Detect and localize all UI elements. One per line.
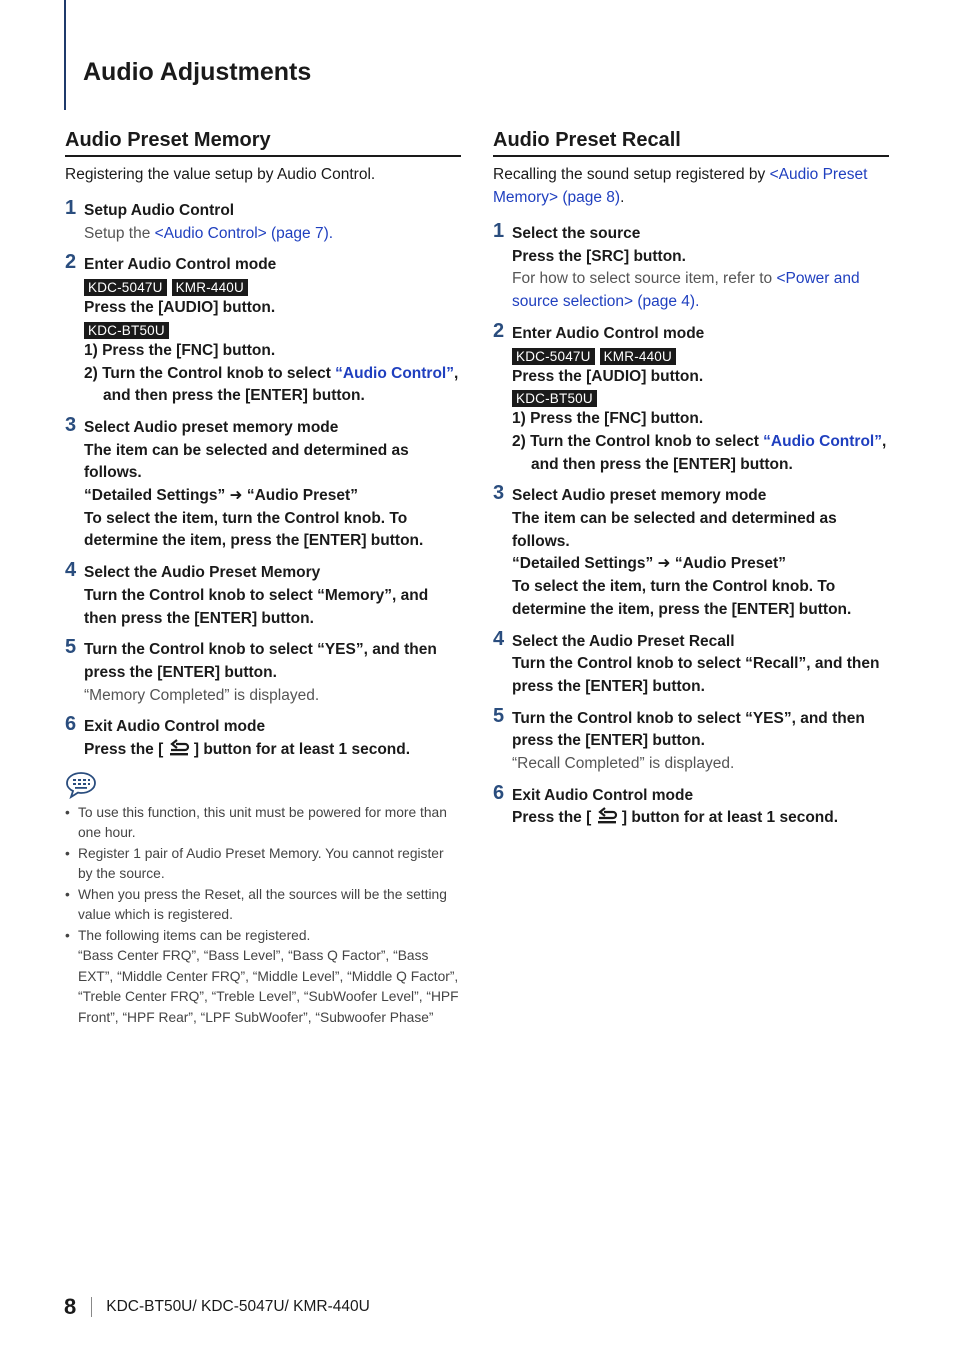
step-result: “Memory Completed” is displayed. (84, 686, 320, 704)
note-item: • Register 1 pair of Audio Preset Memory. You cannot register by the source. (65, 844, 461, 885)
step-number: 2 (493, 319, 505, 342)
step-text (84, 223, 461, 246)
step-2 (493, 319, 889, 477)
step-number: 4 (493, 627, 505, 650)
page-link[interactable]: <Audio Preset Memory> (page 8) (493, 166, 868, 206)
step-number: 3 (65, 413, 77, 436)
step-number: 3 (493, 482, 505, 505)
model-badge: KDC-BT50U (512, 390, 597, 407)
step-line: “Detailed Settings” ➜ “Audio Preset” (512, 555, 786, 573)
section-title: Audio Preset Recall (493, 127, 889, 157)
text: 2) Turn the Control knob to select (512, 432, 764, 450)
page-number: 8 (64, 1294, 77, 1319)
step-5 (65, 636, 461, 707)
step-line: Turn the Control knob to select “Recall”, and then press the [ENTER] button. (512, 655, 880, 695)
step-line: Press the [AUDIO] button. (84, 299, 276, 317)
step-number: 6 (65, 713, 77, 736)
text: Press the [ (84, 741, 168, 759)
step-line: Turn the Control knob to select “Memory”, and then press the [ENTER] button. (84, 586, 429, 627)
text: Recalling the sound setup registered by (493, 166, 770, 183)
audio-preset-memory-section (65, 127, 461, 1028)
step-number: 1 (493, 220, 505, 242)
step-3 (493, 482, 889, 621)
text: Press the [ (512, 809, 596, 827)
model-badge: KMR-440U (600, 348, 676, 365)
step-title: Select Audio preset memory mode (84, 418, 339, 436)
page-link[interactable]: <Power and source selection> (page 4). (512, 270, 860, 311)
step-1 (65, 197, 461, 245)
note-item: • When you press the Reset, all the sources will be the setting value which is registered. (65, 885, 461, 926)
step-line (512, 807, 889, 830)
step-line: Press the [SRC] button. (512, 247, 686, 265)
step-title: Enter Audio Control mode (512, 324, 705, 342)
model-badges (512, 390, 889, 407)
section-intro: Registering the value setup by Audio Control. (65, 166, 376, 183)
page-title: Audio Adjustments (83, 58, 312, 86)
model-badges (84, 279, 461, 296)
registered-items: “Bass Center FRQ”, “Bass Level”, “Bass Q Factor”, “Bass EXT”, “Middle Center FRQ”, “Middle Level”, “Middle Q Factor”, “Treble Center FRQ”, “Treble Level”, “SubWoofer Level”, “HPF Front”, “HPF Rear”, “LPF SubWoofer”, “Subwoofer Phase” (78, 948, 459, 1025)
step-line: The item can be selected and determined as follows. (84, 441, 409, 482)
step-title: Select the Audio Preset Memory (84, 564, 321, 582)
substep (512, 431, 889, 476)
step-6 (493, 781, 889, 830)
step-1 (493, 220, 889, 314)
footer-divider (91, 1297, 92, 1317)
note-item: • To use this function, this unit must be powered for more than one hour. (65, 803, 461, 844)
model-badge: KDC-5047U (512, 348, 595, 365)
step-line: To select the item, turn the Control knob. To determine the item, press the [ENTER] button. (512, 578, 852, 618)
footer-models: KDC-BT50U/ KDC-5047U/ KMR-440U (106, 1298, 370, 1315)
step-4 (493, 627, 889, 699)
model-badges (84, 322, 461, 339)
step-4 (65, 559, 461, 630)
text: The following items can be registered. (78, 927, 311, 943)
step-line (84, 739, 461, 762)
step-title: Turn the Control knob to select “YES”, and then press the [ENTER] button. (512, 709, 865, 750)
notes-list (65, 803, 461, 1029)
step-line: The item can be selected and determined as follows. (512, 510, 837, 550)
step-line: To select the item, turn the Control knob. To determine the item, press the [ENTER] button. (84, 509, 424, 550)
note-speech-icon (65, 771, 97, 799)
step-number: 4 (65, 559, 77, 582)
step-number: 6 (493, 781, 505, 804)
step-5 (493, 704, 889, 776)
text: ] button for at least 1 second. (617, 809, 839, 827)
model-badge: KDC-BT50U (84, 322, 169, 339)
step-title: Enter Audio Control mode (84, 256, 277, 274)
step-2 (65, 251, 461, 408)
substep: 1) Press the [FNC] button. (512, 410, 704, 428)
text: Setup the (84, 224, 155, 242)
step-number: 1 (65, 197, 77, 219)
text: , and then press the [ENTER] button. (103, 364, 459, 405)
text: For how to select source item, refer to (512, 270, 777, 288)
substep (84, 363, 461, 408)
audio-preset-recall-section (493, 127, 889, 839)
step-number: 5 (65, 636, 77, 659)
step-result: “Recall Completed” is displayed. (512, 755, 735, 773)
step-text (512, 268, 889, 313)
step-number: 5 (493, 704, 505, 727)
model-badges (512, 348, 889, 365)
audio-control-link[interactable]: “Audio Control” (763, 432, 882, 450)
model-badge: KDC-5047U (84, 279, 167, 296)
step-title: Turn the Control knob to select “YES”, and then press the [ENTER] button. (84, 641, 437, 681)
audio-control-link[interactable]: “Audio Control” (335, 364, 454, 382)
step-number: 2 (65, 251, 77, 274)
step-title: Select the Audio Preset Recall (512, 632, 735, 650)
text: . (620, 189, 625, 206)
back-arrow-icon (596, 807, 618, 825)
step-line: “Detailed Settings” ➜ “Audio Preset” (84, 487, 358, 505)
section-title: Audio Preset Memory (65, 127, 461, 157)
substep: 1) Press the [FNC] button. (84, 341, 276, 359)
back-arrow-icon (168, 739, 190, 757)
note-item (65, 926, 461, 1029)
step-title: Select Audio preset memory mode (512, 487, 767, 505)
step-title: Select the source (512, 225, 641, 242)
text: , and then press the [ENTER] button. (531, 432, 887, 473)
text: 2) Turn the Control knob to select (84, 364, 336, 382)
step-title: Exit Audio Control mode (84, 718, 266, 736)
step-line: Press the [AUDIO] button. (512, 367, 704, 385)
page-footer (64, 1294, 370, 1320)
section-intro (493, 163, 889, 209)
step-6 (65, 713, 461, 761)
step-3 (65, 413, 461, 553)
step-title: Exit Audio Control mode (512, 786, 694, 804)
page-link[interactable]: <Audio Control> (page 7). (154, 224, 334, 242)
step-title: Setup Audio Control (84, 202, 235, 219)
model-badge: KMR-440U (172, 279, 248, 296)
text: ] button for at least 1 second. (189, 741, 411, 759)
header-rule (64, 0, 66, 110)
